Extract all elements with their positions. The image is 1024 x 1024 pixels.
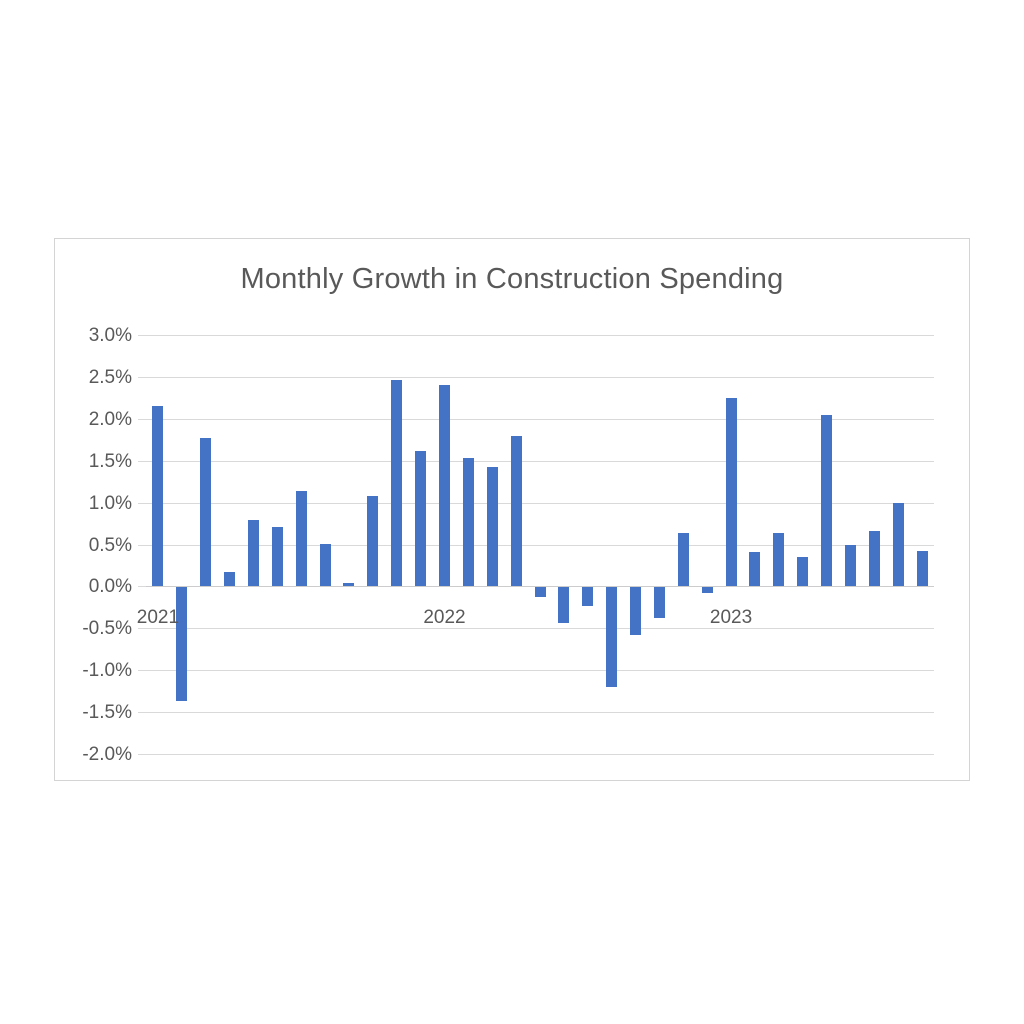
bar-jan-2022 [439, 385, 450, 586]
bar-mar-2022 [487, 467, 498, 587]
y-axis-tick [138, 461, 146, 462]
bar-sep-2023 [917, 551, 928, 586]
y-axis-label: 2.5% [88, 366, 132, 388]
bar-jun-2023 [845, 545, 856, 587]
x-axis-year-label-2022: 2022 [423, 607, 466, 629]
chart-title: Monthly Growth in Construction Spending [240, 263, 784, 295]
bar-feb-2023 [749, 552, 760, 586]
bar-jun-2021 [272, 527, 283, 586]
y-axis-label: 1.0% [88, 492, 132, 514]
bar-jan-2023 [726, 398, 737, 587]
bar-jul-2021 [296, 491, 307, 587]
y-axis-tick [138, 503, 146, 504]
y-axis-tick [138, 754, 146, 755]
y-axis-label: -0.5% [82, 618, 132, 640]
y-axis-label: 3.0% [88, 325, 132, 346]
y-axis-label: -1.5% [82, 702, 132, 724]
bar-feb-2022 [463, 458, 474, 586]
y-axis-tick [138, 670, 146, 671]
bar-jul-2022 [582, 587, 593, 605]
y-axis-tick [138, 628, 146, 629]
y-axis-tick [138, 586, 146, 587]
y-axis-label: -1.0% [82, 660, 132, 682]
y-axis-tick [138, 335, 146, 336]
bar-apr-2021 [224, 572, 235, 586]
bar-dec-2021 [415, 451, 426, 587]
gridline--2.0% [146, 754, 934, 755]
bar-may-2022 [535, 587, 546, 596]
construction-spending-chart [54, 238, 970, 781]
gridline--1.0% [146, 670, 934, 671]
bar-nov-2022 [678, 533, 689, 587]
gridline-2.0% [146, 419, 934, 420]
gridline-2.5% [146, 377, 934, 378]
bar-sep-2021 [343, 583, 354, 586]
bar-dec-2022 [702, 587, 713, 593]
bar-apr-2023 [797, 557, 808, 586]
bar-nov-2021 [391, 380, 402, 586]
bar-mar-2023 [773, 533, 784, 587]
bar-oct-2022 [654, 587, 665, 618]
bar-jun-2022 [558, 587, 569, 622]
bar-mar-2021 [200, 438, 211, 586]
y-axis-tick [138, 545, 146, 546]
bar-jul-2023 [869, 531, 880, 586]
gridline-1.5% [146, 461, 934, 462]
bar-aug-2023 [893, 503, 904, 586]
gridline--0.5% [146, 628, 934, 629]
x-axis-year-label-2021: 2021 [136, 607, 180, 629]
bar-jan-2021 [152, 406, 163, 586]
bar-aug-2022 [606, 587, 617, 687]
bar-sep-2022 [630, 587, 641, 635]
bar-oct-2021 [367, 496, 378, 587]
y-axis-label: 1.5% [88, 450, 132, 472]
gridline-1.0% [146, 503, 934, 504]
bar-may-2021 [248, 520, 259, 586]
bar-feb-2021 [176, 587, 187, 700]
bar-apr-2022 [511, 436, 522, 587]
gridline-3.0% [146, 335, 934, 336]
y-axis-label: 0.5% [88, 534, 132, 556]
bar-may-2023 [821, 415, 832, 587]
y-axis-tick [138, 419, 146, 420]
y-axis-label: 2.0% [88, 408, 132, 430]
bar-aug-2021 [320, 544, 331, 587]
y-axis-tick [138, 712, 146, 713]
y-axis-label: 0.0% [88, 576, 132, 598]
x-axis-year-label-2023: 2023 [709, 607, 753, 629]
y-axis-tick [138, 377, 146, 378]
plot-area [82, 325, 934, 765]
gridline--1.5% [146, 712, 934, 713]
y-axis-label: -2.0% [82, 744, 132, 765]
gridline-0.5% [146, 545, 934, 546]
